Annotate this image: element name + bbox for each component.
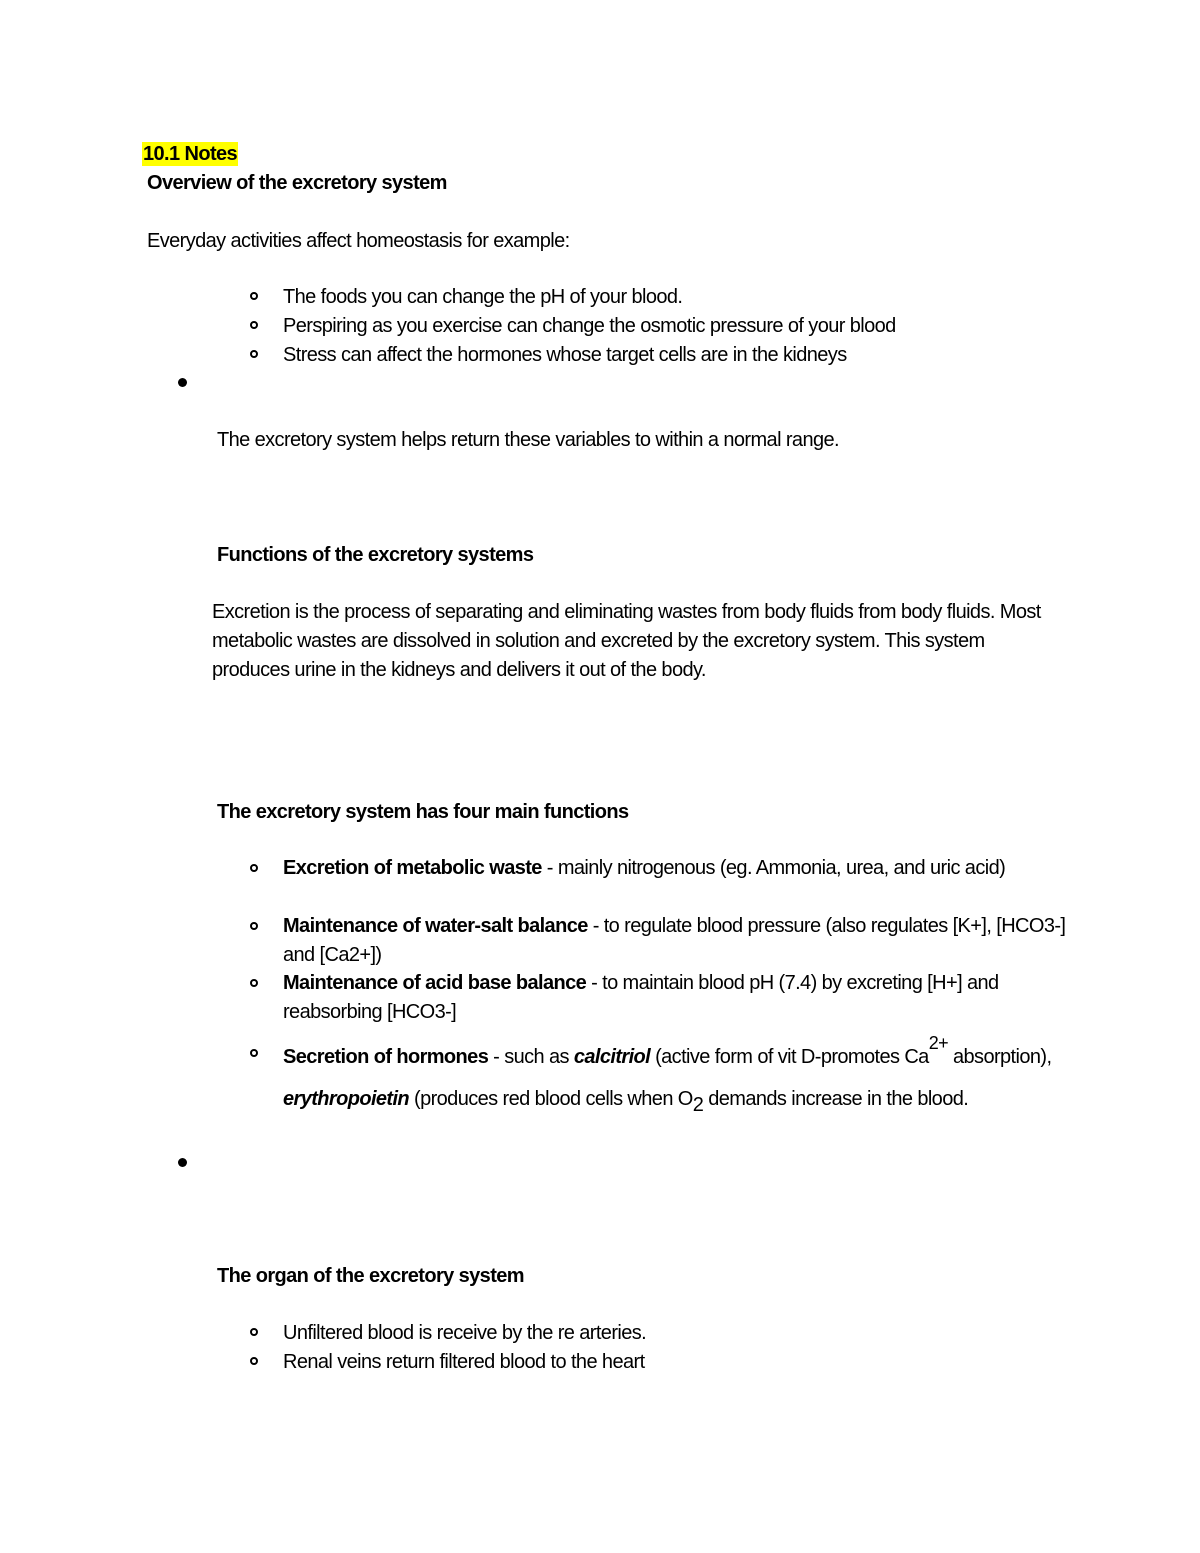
page-title: 10.1 Notes <box>143 143 238 165</box>
subscript: 2 <box>692 1094 704 1116</box>
function-item <box>283 969 1073 1027</box>
hollow-bullet-icon <box>250 864 258 872</box>
term-calcitriol: calcitriol <box>573 1046 651 1068</box>
function-text: demands increase in the blood. <box>703 1088 969 1110</box>
function-item <box>283 854 1073 883</box>
intro-lead: Everyday activities affect homeostasis for example: <box>147 230 570 252</box>
empty-bullet-icon <box>178 378 187 387</box>
function-text: - to regulate blood pressure (also regulates [K+], [HCO3-] and [Ca2+]) <box>283 915 1066 966</box>
hollow-bullet-icon <box>250 922 258 930</box>
function-text: (active form of vit D-promotes Ca <box>650 1046 929 1068</box>
hollow-bullet-icon <box>250 1328 258 1336</box>
page-subtitle: Overview of the excretory system <box>147 172 447 194</box>
function-text: absorption), <box>948 1046 1052 1068</box>
hollow-bullet-icon <box>250 292 258 300</box>
section-heading-main-functions: The excretory system has four main functions <box>217 801 629 823</box>
function-text: - such as <box>488 1046 574 1068</box>
intro-conclusion: The excretory system helps return these variables to within a normal range. <box>217 429 839 451</box>
list-item: The foods you can change the pH of your blood. <box>283 286 683 308</box>
function-item <box>283 1033 1063 1120</box>
function-text: - mainly nitrogenous (eg. Ammonia, urea, and uric acid) <box>541 857 1006 879</box>
hollow-bullet-icon <box>250 321 258 329</box>
list-item: Stress can affect the hormones whose target cells are in the kidneys <box>283 344 847 366</box>
hollow-bullet-icon <box>250 979 258 987</box>
hollow-bullet-icon <box>250 350 258 358</box>
empty-bullet-icon <box>178 1158 187 1167</box>
section-heading-organ: The organ of the excretory system <box>217 1265 524 1287</box>
function-title: Excretion of metabolic waste <box>283 857 542 879</box>
functions-paragraph: Excretion is the process of separating and eliminating wastes from body fluids from body fluids. Most metabolic wastes are dissolved in solution and excreted by the excretory system. This system produces urine in the kidneys and delivers it out of the body. <box>212 601 1041 681</box>
function-item <box>283 912 1073 970</box>
hollow-bullet-icon <box>250 1357 258 1365</box>
section-heading-functions: Functions of the excretory systems <box>217 544 534 566</box>
function-text: - to maintain blood pH (7.4) by excreting [H+] and reabsorbing [HCO3-] <box>283 972 999 1023</box>
hollow-bullet-icon <box>250 1049 258 1057</box>
term-erythropoietin: erythropoietin <box>283 1088 410 1110</box>
function-text: (produces red blood cells when O <box>409 1088 693 1110</box>
function-title: Secretion of hormones <box>283 1046 489 1068</box>
superscript: 2+ <box>928 1033 949 1053</box>
function-title: Maintenance of water-salt balance <box>283 915 588 937</box>
list-item: Perspiring as you exercise can change the osmotic pressure of your blood <box>283 315 896 337</box>
list-item: Renal veins return filtered blood to the heart <box>283 1351 645 1373</box>
function-title: Maintenance of acid base balance <box>283 972 587 994</box>
list-item: Unfiltered blood is receive by the re arteries. <box>283 1322 647 1344</box>
